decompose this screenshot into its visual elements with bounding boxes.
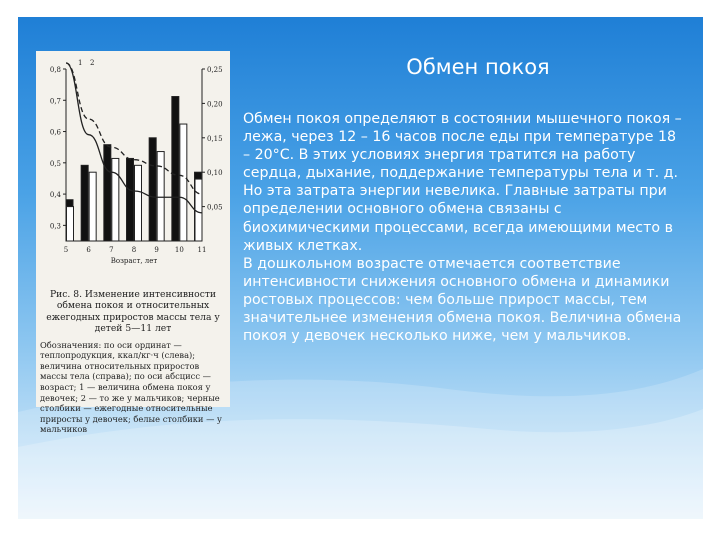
- x-tick-label: 8: [131, 246, 137, 254]
- figure-chart: [36, 51, 230, 283]
- curve-label: 1: [78, 59, 83, 67]
- bar-boys: [135, 165, 142, 241]
- y-right-tick-label: 0,10: [207, 169, 223, 178]
- slide-title: Обмен покоя: [406, 55, 550, 79]
- body-paragraph-1: Обмен покоя определяют в состоянии мышечного покоя – лежа, через 12 – 16 часов после еды при температуре 18 – 20°С. В этих условиях энергия тратится на работу сердца, дыхание, поддержание температуры тела и т. д. Но эта затрата энергии невелика. Главные затраты при определении основного обмена связаны с биохимическими процессами, всегда имеющими место в живых клетках.: [243, 111, 682, 254]
- bar-boys: [112, 158, 119, 241]
- y-left-tick-label: 0,4: [49, 191, 61, 200]
- bar-girls: [127, 158, 134, 241]
- figure-caption-legend: Обозначения: по оси ординат — теплопродукция, ккал/кг·ч (слева); величина относительных приростов массы тела (справа); по оси абсцисс — возраст; 1 — величина обмена покоя у девочек; 2 — то же у мальчиков; черные столбики — ежегодные относительные приросты у девочек; белые столбики — у мальчиков: [40, 339, 222, 435]
- bar-girls: [81, 165, 88, 241]
- y-right-tick-label: 0,15: [207, 134, 223, 143]
- bar-boys: [67, 207, 74, 241]
- bar-boys: [157, 152, 164, 241]
- figure-caption: [40, 289, 226, 435]
- bar-girls: [104, 145, 111, 241]
- x-tick-label: 5: [63, 246, 69, 254]
- y-left-tick-label: 0,5: [49, 159, 61, 168]
- bar-boys: [195, 179, 202, 241]
- body-paragraph-2: В дошкольном возрасте отмечается соответствие интенсивности снижения основного обмена и динамики ростовых процессов: чем больше прирост массы, тем значительнее изменения обмена покоя. Величина обмена покоя у девочек несколько ниже, чем у мальчиков.: [243, 255, 682, 345]
- y-right-tick-label: 0,05: [207, 203, 223, 212]
- x-tick-label: 6: [86, 246, 91, 254]
- bar-girls: [172, 97, 179, 241]
- y-left-tick-label: 0,7: [49, 97, 61, 106]
- x-tick-label: 11: [197, 246, 207, 254]
- slide-body: [243, 110, 683, 345]
- figure-caption-title: Рис. 8. Изменение интенсивности обмена покоя и относительных ежегодных приростов массы тела у детей 5—11 лет: [46, 289, 220, 335]
- y-right-tick-label: 0,25: [207, 66, 223, 74]
- x-axis-label: Возраст, лет: [110, 257, 158, 265]
- figure-image: [36, 51, 230, 435]
- x-tick-label: 9: [154, 246, 159, 254]
- bar-girls: [149, 138, 156, 241]
- y-left-tick-label: 0,8: [49, 66, 61, 74]
- x-tick-label: 10: [174, 246, 184, 254]
- y-left-tick-label: 0,6: [49, 128, 61, 137]
- slide: [18, 17, 703, 519]
- x-tick-label: 7: [109, 246, 114, 254]
- curve-label: 2: [90, 59, 95, 67]
- bar-boys: [180, 124, 187, 241]
- y-right-tick-label: 0,20: [207, 100, 223, 109]
- y-left-tick-label: 0,3: [49, 222, 61, 231]
- bar-boys: [89, 172, 96, 241]
